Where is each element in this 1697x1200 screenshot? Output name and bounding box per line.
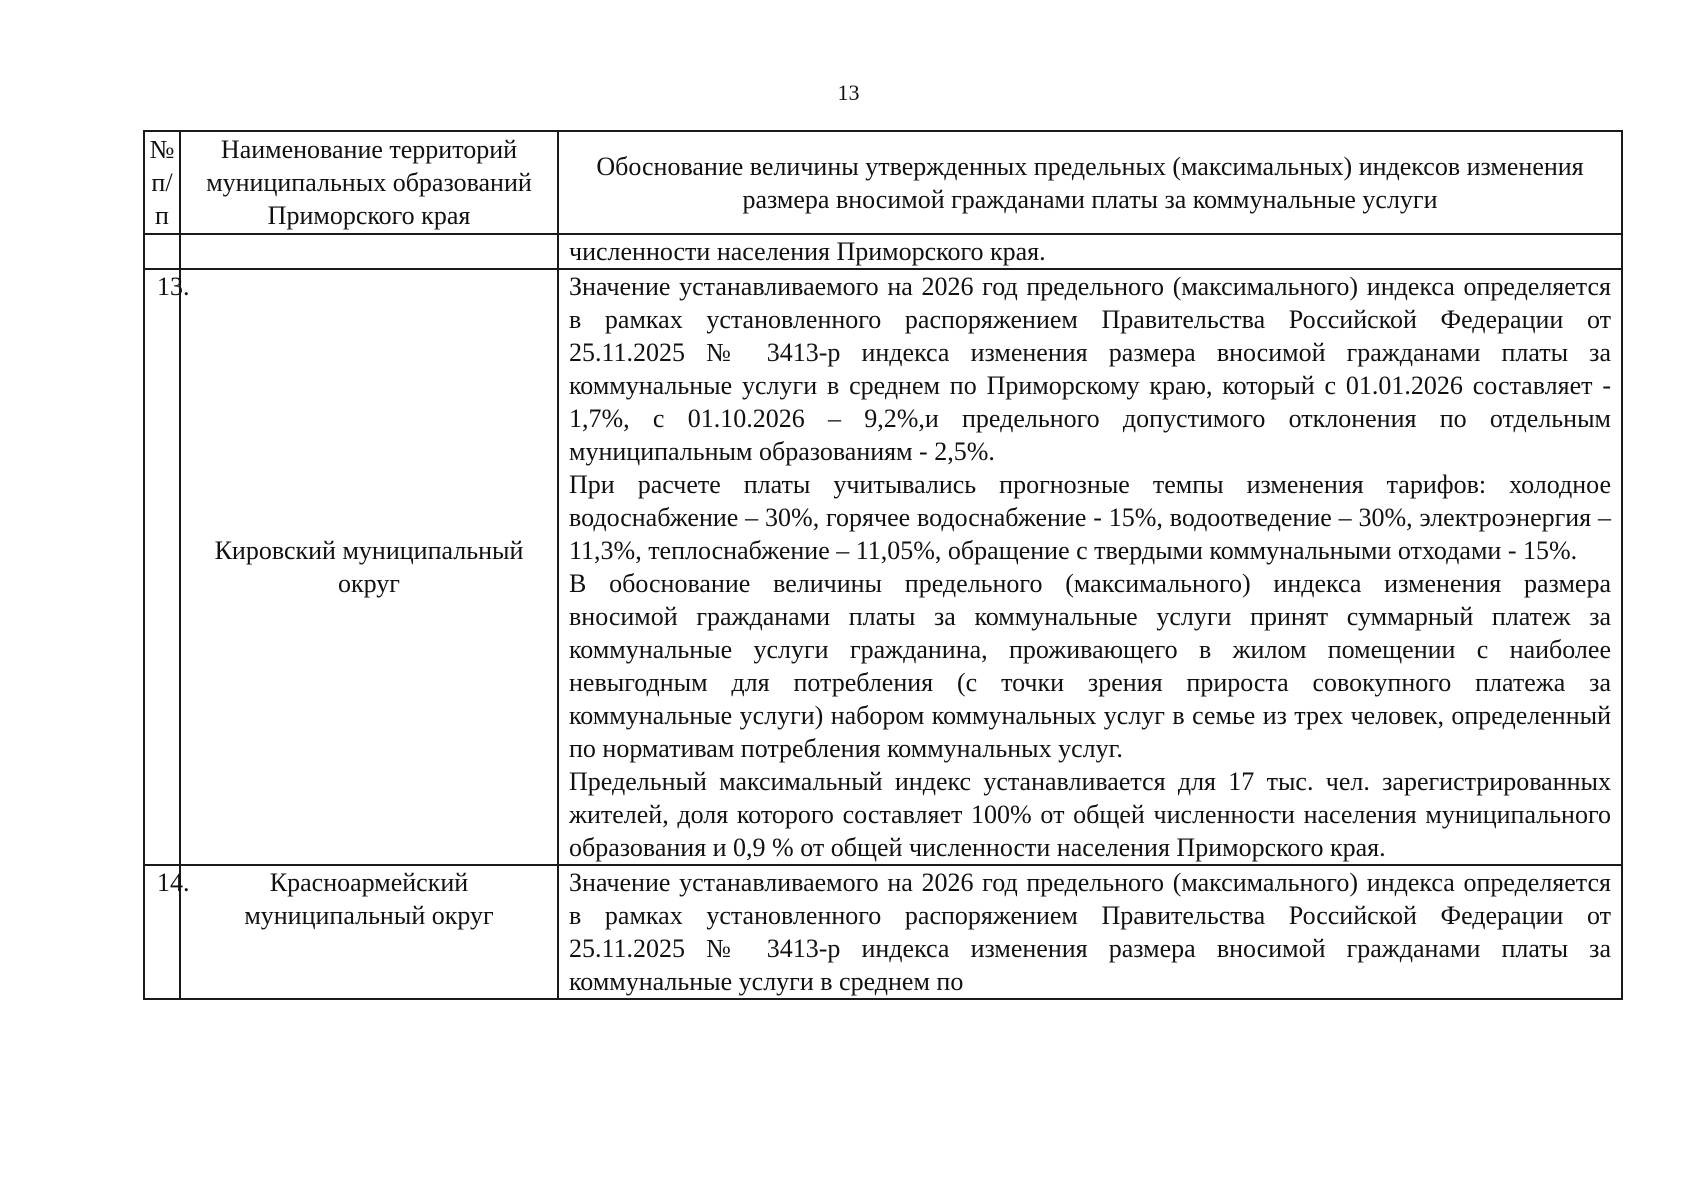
justification-paragraph: Значение устанавливаемого на 2026 год предельного (максимального) индекса определяется в рамках установленного распоряжением Правительства Российской Федерации от 25.11.2025 № 3413-р индекса изменения размера вносимой гражданами платы за коммунальные услуги в среднем по Приморскому краю, который с 01.01.2026 составляет - 1,7%, с 01.10.2026 – 9,2%,и предельного допустимого отклонения по отдельным муниципальным образованиям - 2,5%. <box>569 272 1611 466</box>
municipality-name-text: Красноармейский муниципальный округ <box>244 868 494 930</box>
table-header-row <box>144 131 1622 234</box>
continuation-text-cell <box>558 234 1622 269</box>
continuation-name-cell <box>180 234 558 269</box>
page-number: 13 <box>837 80 860 105</box>
table-row <box>144 865 1622 999</box>
justification-paragraph: В обоснование величины предельного (максимального) индекса изменения размера вносимой гражданами платы за коммунальные услуги принят суммарный платеж за коммунальные услуги гражданина, проживающего в жилом помещении с наиболее невыгодным для потребления (с точки зрения прироста совокупного платежа за коммунальные услуги) набором коммунальных услуг в семье из трех человек, определенный по нормативам потребления коммунальных услуг. <box>569 569 1611 763</box>
header-num <box>144 131 180 234</box>
header-justification <box>558 131 1622 234</box>
justification-table <box>143 130 1623 1000</box>
header-justification-label: Обоснование величины утвержденных предельных (максимальных) индексов изменения размера вносимой гражданами платы за коммунальные услуги <box>596 151 1584 214</box>
row-justification <box>558 865 1622 999</box>
header-num-label: № п/п <box>149 135 175 230</box>
header-name <box>180 131 558 234</box>
row-municipality-name <box>180 269 558 865</box>
row-num: 13. <box>144 269 180 865</box>
row-municipality-name <box>180 865 558 999</box>
row-justification <box>558 269 1622 865</box>
continuation-num-cell <box>144 234 180 269</box>
table-row <box>144 269 1622 865</box>
header-name-label: Наименование территорий муниципальных образований Приморского края <box>206 135 532 230</box>
justification-paragraph: Значение устанавливаемого на 2026 год предельного (максимального) индекса определяется в рамках установленного распоряжением Правительства Российской Федерации от 25.11.2025 № 3413-р индекса изменения размера вносимой гражданами платы за коммунальные услуги в среднем по <box>569 868 1611 996</box>
justification-paragraph: Предельный максимальный индекс устанавливается для 17 тыс. чел. зарегистрированных жителей, доля которого составляет 100% от общей численности населения муниципального образования и 0,9 % от общей численности населения Приморского края. <box>569 767 1611 862</box>
row-num: 14. <box>144 865 180 999</box>
continuation-text: численности населения Приморского края. <box>569 237 1046 266</box>
municipality-name-text: Кировский муниципальный округ <box>214 536 524 598</box>
justification-paragraph: При расчете платы учитывались прогнозные темпы изменения тарифов: холодное водоснабжение – 30%, горячее водоснабжение - 15%, водоотведение – 30%, электроэнергия – 11,3%, теплоснабжение – 11,05%, обращение с твердыми коммунальными отходами - 15%. <box>569 470 1611 565</box>
continuation-row <box>144 234 1622 269</box>
